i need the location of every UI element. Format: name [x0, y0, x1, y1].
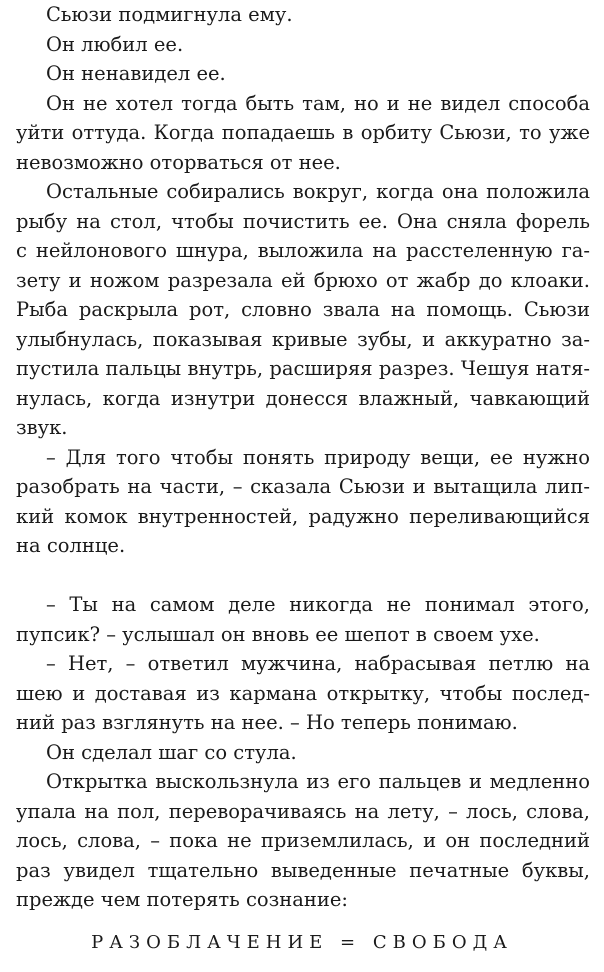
text-line: – Ты на самом деле никогда не понимал этого,: [46, 593, 590, 616]
text-line: шею и доставая из кармана открытку, чтобы послед-: [16, 681, 590, 705]
text-line: зету и ножом разрезала ей брюхо от жабр до клоаки.: [16, 268, 590, 292]
text-line: с нейлонового шнура, выложила на расстеленную га-: [16, 239, 590, 262]
text-line: ний раз взглянуть на нее. – Но теперь понимаю.: [16, 711, 518, 734]
text-line: Остальные собирались вокруг, когда она положила: [46, 180, 590, 203]
text-line: лось, слова, – пока не приземлилась, и он последний: [16, 829, 590, 852]
section-break: [16, 561, 590, 591]
text-line: Он любил ее.: [46, 32, 184, 56]
text-line: Он ненавидел ее.: [46, 62, 226, 85]
closing-phrase: РАЗОБЛАЧЕНИЕ = СВОБОДА: [91, 932, 513, 953]
text-line: кий комок внутренностей, радужно переливающийся: [16, 504, 590, 528]
text-line: невозможно оторваться от нее.: [16, 150, 341, 174]
text-line: Рыба раскрыла рот, словно звала на помощь. Сьюзи: [16, 298, 590, 321]
text-line: прежде чем потерять сознание:: [16, 888, 348, 911]
text-line: звук.: [16, 416, 68, 439]
text-line: рыбу на стол, чтобы почистить ее. Она сняла форель: [16, 209, 590, 233]
text-line: нулась, когда изнутри донесся влажный, чавкающий: [16, 386, 590, 410]
text-line: Он сделал шаг со стула.: [46, 740, 297, 764]
text-line: – Для того чтобы понять природу вещи, ее нужно: [46, 445, 590, 469]
text-line: улыбнулась, показывая кривые зубы, и аккуратно за-: [16, 327, 590, 351]
text-line: – Нет, – ответил мужчина, набрасывая петлю на: [46, 652, 590, 675]
text-line: на солнце.: [16, 534, 126, 557]
text-line: Сьюзи подмигнула ему.: [46, 3, 293, 26]
body-text: [16, 0, 590, 915]
text-line: упала на пол, переворачиваясь на лету, – лось, слова,: [16, 799, 590, 823]
text-line: пупсик? – услышал он вновь ее шепот в своем ухе.: [16, 622, 540, 646]
text-line: пустила пальцы внутрь, расширяя разрез. Чешуя натя-: [16, 357, 590, 380]
text-line: Он не хотел тогда быть там, но и не видел способа: [46, 91, 590, 115]
text-line: разобрать на части, – сказала Сьюзи и вытащила лип-: [16, 475, 590, 498]
text-line: уйти оттуда. Когда попадаешь в орбиту Сьюзи, то уже: [16, 121, 590, 144]
text-line: раз увидел тщательно выведенные печатные буквы,: [16, 858, 590, 882]
text-line: Открытка выскользнула из его пальцев и медленно: [46, 770, 590, 793]
